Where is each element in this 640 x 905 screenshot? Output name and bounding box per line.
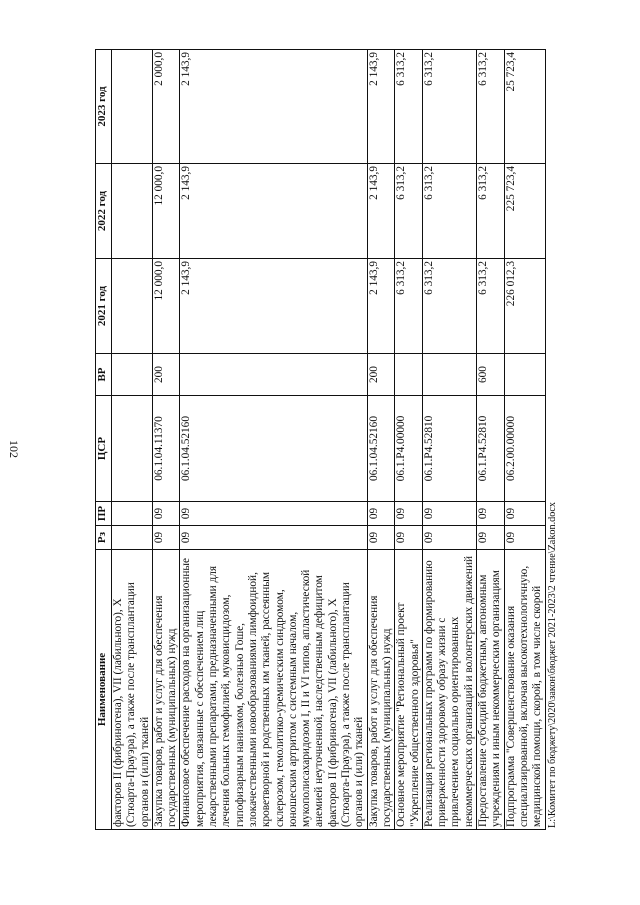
cell-rz: 09	[367, 526, 395, 550]
cell-2022: 6 313,2	[477, 164, 505, 259]
table-row	[367, 50, 395, 830]
cell-pr: 09	[477, 502, 505, 526]
cell-name: Реализация региональных программ по формированию приверженности здоровому образу жизни с привлечением социально ориентированных некоммерческих организаций и волонтерских движений	[422, 550, 476, 830]
cell-2023: 2 000,0	[152, 50, 180, 164]
table-row	[504, 50, 545, 830]
table-header-row	[96, 50, 112, 830]
header-csr: ЦСР	[96, 396, 112, 502]
cell-rz: 09	[504, 526, 545, 550]
cell-name: Предоставление субсидий бюджетным, автономным учреждениям и иным некоммерческим организациям	[477, 550, 505, 830]
cell-rz: 09	[395, 526, 423, 550]
cell-csr	[112, 396, 153, 502]
cell-2021: 6 313,2	[422, 259, 476, 354]
cell-csr: 06.1.P4.00000	[395, 396, 423, 502]
cell-rz: 09	[422, 526, 476, 550]
cell-2021: 12 000,0	[152, 259, 180, 354]
cell-pr: 09	[367, 502, 395, 526]
cell-csr: 06.1.P4.52810	[477, 396, 505, 502]
cell-name: Основное мероприятие "Региональный проект "Укрепление общественного здоровья"	[395, 550, 423, 830]
header-name: Наименование	[96, 550, 112, 830]
cell-pr: 09	[395, 502, 423, 526]
cell-2022: 6 313,2	[422, 164, 476, 259]
footer-file-path: L:\Комитет по бюджету\2020\закон\бюджет 2021-2023\2 чтение\Zakon.docx	[546, 502, 558, 828]
cell-csr: 06.1.04.52160	[180, 396, 367, 502]
cell-rz: 09	[180, 526, 367, 550]
cell-vr: 200	[152, 354, 180, 396]
cell-vr: 600	[477, 354, 505, 396]
table-row	[422, 50, 476, 830]
cell-2022	[112, 164, 153, 259]
page-number: 102	[7, 440, 21, 458]
cell-name: Подпрограмма "Совершенствование оказания специализированной, включая высокотехнологичную, медицинской помощи, скорой, в том числе скорой	[504, 550, 545, 830]
cell-csr: 06.1.P4.52810	[422, 396, 476, 502]
cell-vr	[422, 354, 476, 396]
cell-pr: 09	[504, 502, 545, 526]
header-2021: 2021 год	[96, 259, 112, 354]
header-vr: ВР	[96, 354, 112, 396]
cell-2021: 2 143,9	[367, 259, 395, 354]
cell-name: Закупка товаров, работ и услуг для обеспечения государственных (муниципальных) нужд	[367, 550, 395, 830]
cell-name: факторов II (фибриногена), VII (лабильного), X (Стюарта-Прауэра), а также после трансплантации органов и (или) тканей	[112, 550, 153, 830]
table-row	[180, 50, 367, 830]
cell-2021: 6 313,2	[395, 259, 423, 354]
cell-rz: 09	[152, 526, 180, 550]
table-row	[112, 50, 153, 830]
table-row	[395, 50, 423, 830]
cell-csr: 06.1.04.11370	[152, 396, 180, 502]
cell-2023: 2 143,9	[180, 50, 367, 164]
header-pr: ПР	[96, 502, 112, 526]
cell-vr	[504, 354, 545, 396]
cell-name: Финансовое обеспечение расходов на организационные мероприятия, связанные с обеспечением лиц лекарственными препаратами, предназначенными для лечения больных гемофилией, муковисцидозом, гипофизарным нанизмом, болезнью Гоше, злокачественными новообразованиями лимфоидной, кроветворной и родственных им тканей, рассеянным склерозом, гемолитико-уремическим синдромом, юношеским артритом с системным началом, мукополисахаридозом I, II и VI типов, апластической анемией неуточненной, наследственным дефицитом факторов II (фибриногена), VII (лабильного), X (Стюарта-Прауэра), а также после трансплантации органов и (или) тканей	[180, 550, 367, 830]
header-rz: Рз	[96, 526, 112, 550]
rotated-page-content	[95, 50, 635, 830]
cell-2022: 6 313,2	[395, 164, 423, 259]
cell-pr: 09	[422, 502, 476, 526]
cell-vr: 200	[367, 354, 395, 396]
cell-vr	[395, 354, 423, 396]
cell-rz: 09	[477, 526, 505, 550]
cell-vr	[180, 354, 367, 396]
cell-2023: 2 143,9	[367, 50, 395, 164]
cell-pr: 09	[152, 502, 180, 526]
cell-2021: 6 313,2	[477, 259, 505, 354]
table-row	[477, 50, 505, 830]
table-row	[152, 50, 180, 830]
cell-2023: 6 313,2	[395, 50, 423, 164]
cell-2022: 225 723,4	[504, 164, 545, 259]
cell-csr: 06.1.04.52160	[367, 396, 395, 502]
header-2022: 2022 год	[96, 164, 112, 259]
header-2023: 2023 год	[96, 50, 112, 164]
cell-name: Закупка товаров, работ и услуг для обеспечения государственных (муниципальных) нужд	[152, 550, 180, 830]
cell-pr: 09	[180, 502, 367, 526]
cell-2023: 6 313,2	[422, 50, 476, 164]
cell-csr: 06.2.00.00000	[504, 396, 545, 502]
budget-table	[95, 49, 546, 830]
cell-2021	[112, 259, 153, 354]
cell-2021: 2 143,9	[180, 259, 367, 354]
cell-2022: 12 000,0	[152, 164, 180, 259]
cell-2021: 226 012,3	[504, 259, 545, 354]
cell-rz	[112, 526, 153, 550]
cell-2022: 2 143,9	[367, 164, 395, 259]
cell-2023	[112, 50, 153, 164]
cell-vr	[112, 354, 153, 396]
cell-2023: 25 723,4	[504, 50, 545, 164]
cell-2022: 2 143,9	[180, 164, 367, 259]
cell-2023: 6 313,2	[477, 50, 505, 164]
cell-pr	[112, 502, 153, 526]
